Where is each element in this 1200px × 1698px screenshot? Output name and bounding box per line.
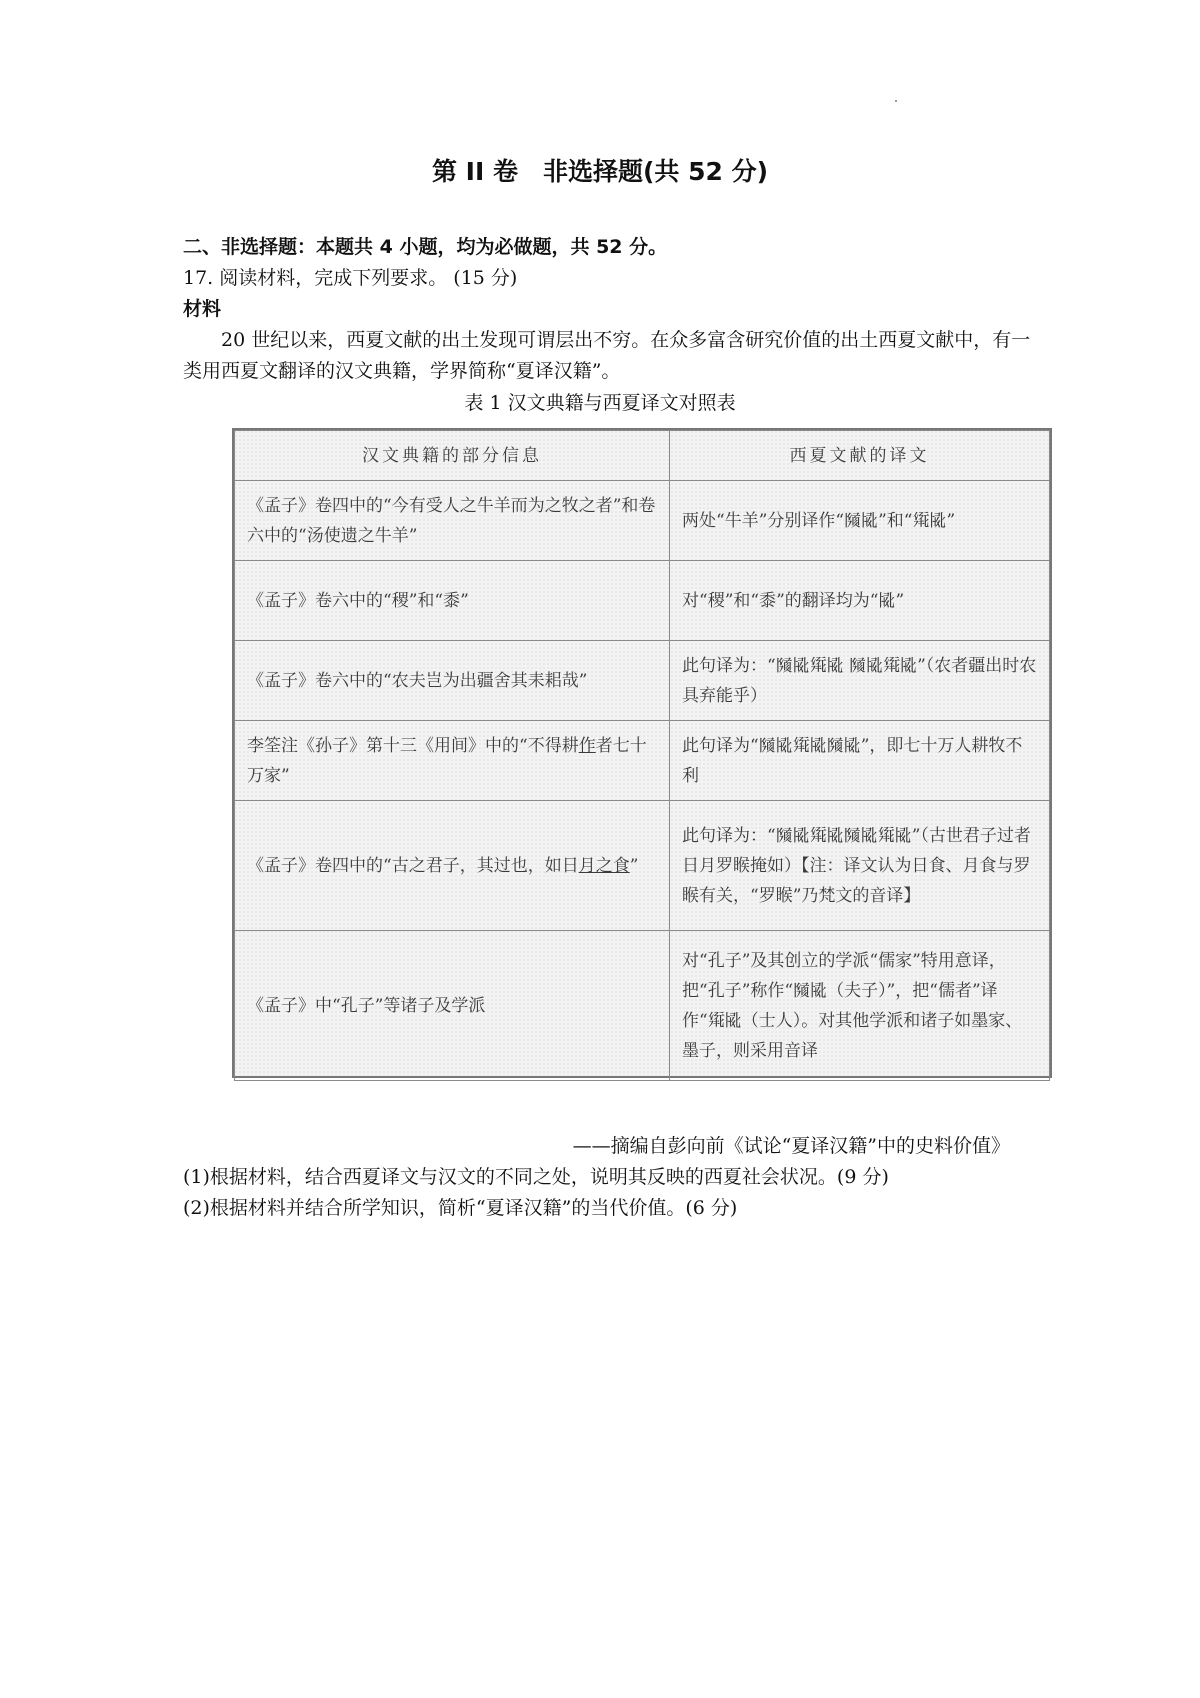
- table-cell-source: [235, 721, 670, 801]
- table-row: [235, 721, 1050, 801]
- table-cell-source: 《孟子》卷六中的“农夫岂为出疆舍其耒耜哉”: [235, 641, 670, 721]
- comparison-table: [232, 428, 1052, 1078]
- cell-text: 《孟子》卷四中的“古之君子，其过也，如日: [247, 855, 579, 876]
- table-cell-translation: 对“稷”和“黍”的翻译均为“𗎫”: [670, 561, 1050, 641]
- table-row: [235, 641, 1050, 721]
- table-row: [235, 801, 1050, 931]
- underlined-text: 月之食: [578, 855, 630, 876]
- material-source: ——摘编自彭向前《试论“夏译汉籍”中的史料价值》: [572, 1135, 1010, 1157]
- question-prompt: 17. 阅读材料，完成下列要求。 (15 分): [183, 267, 518, 289]
- scan-speck: [895, 100, 897, 102]
- table-cell-translation: 此句译为“𗂧𗎫𗋕𗎫𗂧𗎫”，即七十万人耕牧不利: [670, 721, 1050, 801]
- cell-text: ”: [629, 855, 639, 876]
- table-caption: 表 1 汉文典籍与西夏译文对照表: [464, 392, 736, 414]
- table-cell-translation: 此句译为：“𗂧𗎫𗋕𗎫𗂧𗎫𗋕𗎫”（古世君子过者日月罗睺掩如）【注：译文认为日食、月食与罗睺有关，“罗睺”乃梵文的音译】: [670, 801, 1050, 931]
- table-cell-translation: 两处“牛羊”分别译作“𗂧𗎫”和“𗋕𗎫”: [670, 481, 1050, 561]
- table-row: [235, 561, 1050, 641]
- table-cell-translation: 对“孔子”及其创立的学派“儒家”特用意译，把“孔子”称作“𗂧𗎫（夫子）”，把“儒者”译作“𗋕𗎫（士人）。对其他学派和诸子如墨家、墨子，则采用音译: [670, 931, 1050, 1081]
- table-cell-source: 《孟子》卷四中的“今有受人之牛羊而为之牧之者”和卷六中的“汤使遗之牛羊”: [235, 481, 670, 561]
- material-label: 材料: [183, 298, 222, 320]
- table-cell-source: [235, 801, 670, 931]
- table-cell-translation: 此句译为：“𗂧𗎫𗋕𗎫 𗂧𗎫𗋕𗎫”（农者疆出时农具弃能乎）: [670, 641, 1050, 721]
- table-header-cell: 西夏文献的译文: [670, 431, 1050, 481]
- table-header-row: [235, 431, 1050, 481]
- table-row: [235, 481, 1050, 561]
- table-header-cell: 汉文典籍的部分信息: [235, 431, 670, 481]
- table-row: [235, 931, 1050, 1081]
- cell-text: 者七十万家”: [247, 735, 647, 786]
- page-title: 第 II 卷 非选择题(共 52 分): [431, 157, 769, 186]
- material-paragraph: 20 世纪以来，西夏文献的出土发现可谓层出不穷。在众多富含研究价值的出土西夏文献中，有一类用西夏文翻译的汉文典籍，学界简称“夏译汉籍”。: [183, 329, 1031, 382]
- underlined-text: 作: [578, 735, 596, 756]
- section-heading: 二、非选择题：本题共 4 小题，均为必做题，共 52 分。: [183, 236, 668, 258]
- cell-text: 李筌注《孙子》第十三《用间》中的“不得耕: [247, 735, 579, 756]
- sub-question-2: (2)根据材料并结合所学知识，简析“夏译汉籍”的当代价值。(6 分): [183, 1197, 738, 1219]
- table-cell-source: 《孟子》中“孔子”等诸子及学派: [235, 931, 670, 1081]
- sub-question-1: (1)根据材料，结合西夏译文与汉文的不同之处，说明其反映的西夏社会状况。(9 分): [183, 1166, 889, 1188]
- table-cell-source: 《孟子》卷六中的“稷”和“黍”: [235, 561, 670, 641]
